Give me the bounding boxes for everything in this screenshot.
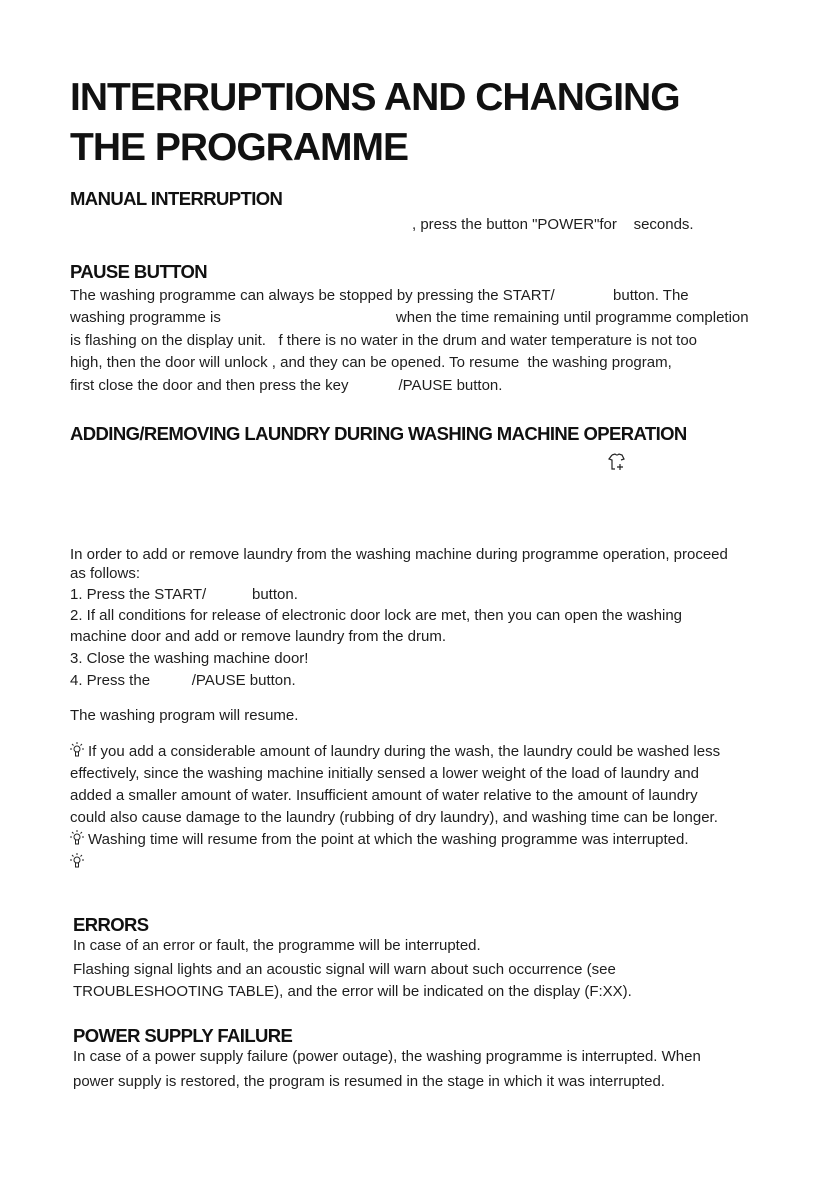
power-text: In case of a power supply failure (power outage), the washing programme is interrupted. When [73,1048,701,1065]
manual-text: , press the button "POWER"for seconds. [412,216,694,233]
errors-text: TROUBLESHOOTING TABLE), and the error will be indicated on the display (F:XX). [73,983,632,1000]
power-text: power supply is restored, the program is resumed in the stage in which it was interrupted. [73,1073,665,1090]
page-title-line-2: THE PROGRAMME [70,126,408,169]
tip-lightbulb-icon [70,830,84,846]
pause-text: is flashing on the display unit. f there is no water in the drum and water temperature is not too [70,332,698,349]
page-title-line-1: INTERRUPTIONS AND CHANGING [70,76,680,119]
pause-text: washing programme is when the time remaining until programme completion [70,309,749,326]
errors-text: In case of an error or fault, the programme will be interrupted. [73,937,481,954]
section-heading-adding-removing: ADDING/REMOVING LAUNDRY DURING WASHING MACHINE OPERATION [70,423,687,444]
section-heading-errors: ERRORS [73,914,149,935]
tip-text: could also cause damage to the laundry (rubbing of dry laundry), and washing time can be longer. [70,809,718,826]
tip-lightbulb-icon [70,853,84,869]
pause-text: high, then the door will unlock , and they can be opened. To resume the washing program, [70,354,672,371]
adding-text: In order to add or remove laundry from the washing machine during programme operation, proceed [70,546,728,563]
adding-step: 2. If all conditions for release of electronic door lock are met, then you can open the washing [70,607,683,624]
section-heading-manual-interruption: MANUAL INTERRUPTION [70,188,283,209]
pause-text: The washing programme can always be stopped by pressing the START/ button. The [70,287,689,304]
pause-text: first close the door and then press the key /PAUSE button. [70,377,503,394]
section-heading-power-supply-failure: POWER SUPPLY FAILURE [73,1025,293,1046]
tip-text: effectively, since the washing machine initially sensed a lower weight of the load of laundry and [70,765,699,782]
adding-text: as follows: [70,565,141,582]
add-laundry-shirt-icon [607,452,627,472]
tip-text: added a smaller amount of water. Insufficient amount of water relative to the amount of laundry [70,787,698,804]
adding-step: 3. Close the washing machine door! [70,650,309,667]
adding-step: machine door and add or remove laundry from the drum. [70,628,447,645]
adding-step: 1. Press the START/ button. [70,586,298,603]
tip-text: Washing time will resume from the point at which the washing programme was interrupted. [88,831,689,848]
tip-lightbulb-icon [70,742,84,758]
adding-step: 4. Press the /PAUSE button. [70,672,296,689]
section-heading-pause-button: PAUSE BUTTON [70,261,208,282]
resume-text: The washing program will resume. [70,707,299,724]
errors-text: Flashing signal lights and an acoustic signal will warn about such occurrence (see [73,961,616,978]
tip-text: If you add a considerable amount of laundry during the wash, the laundry could be washed less [88,743,721,760]
